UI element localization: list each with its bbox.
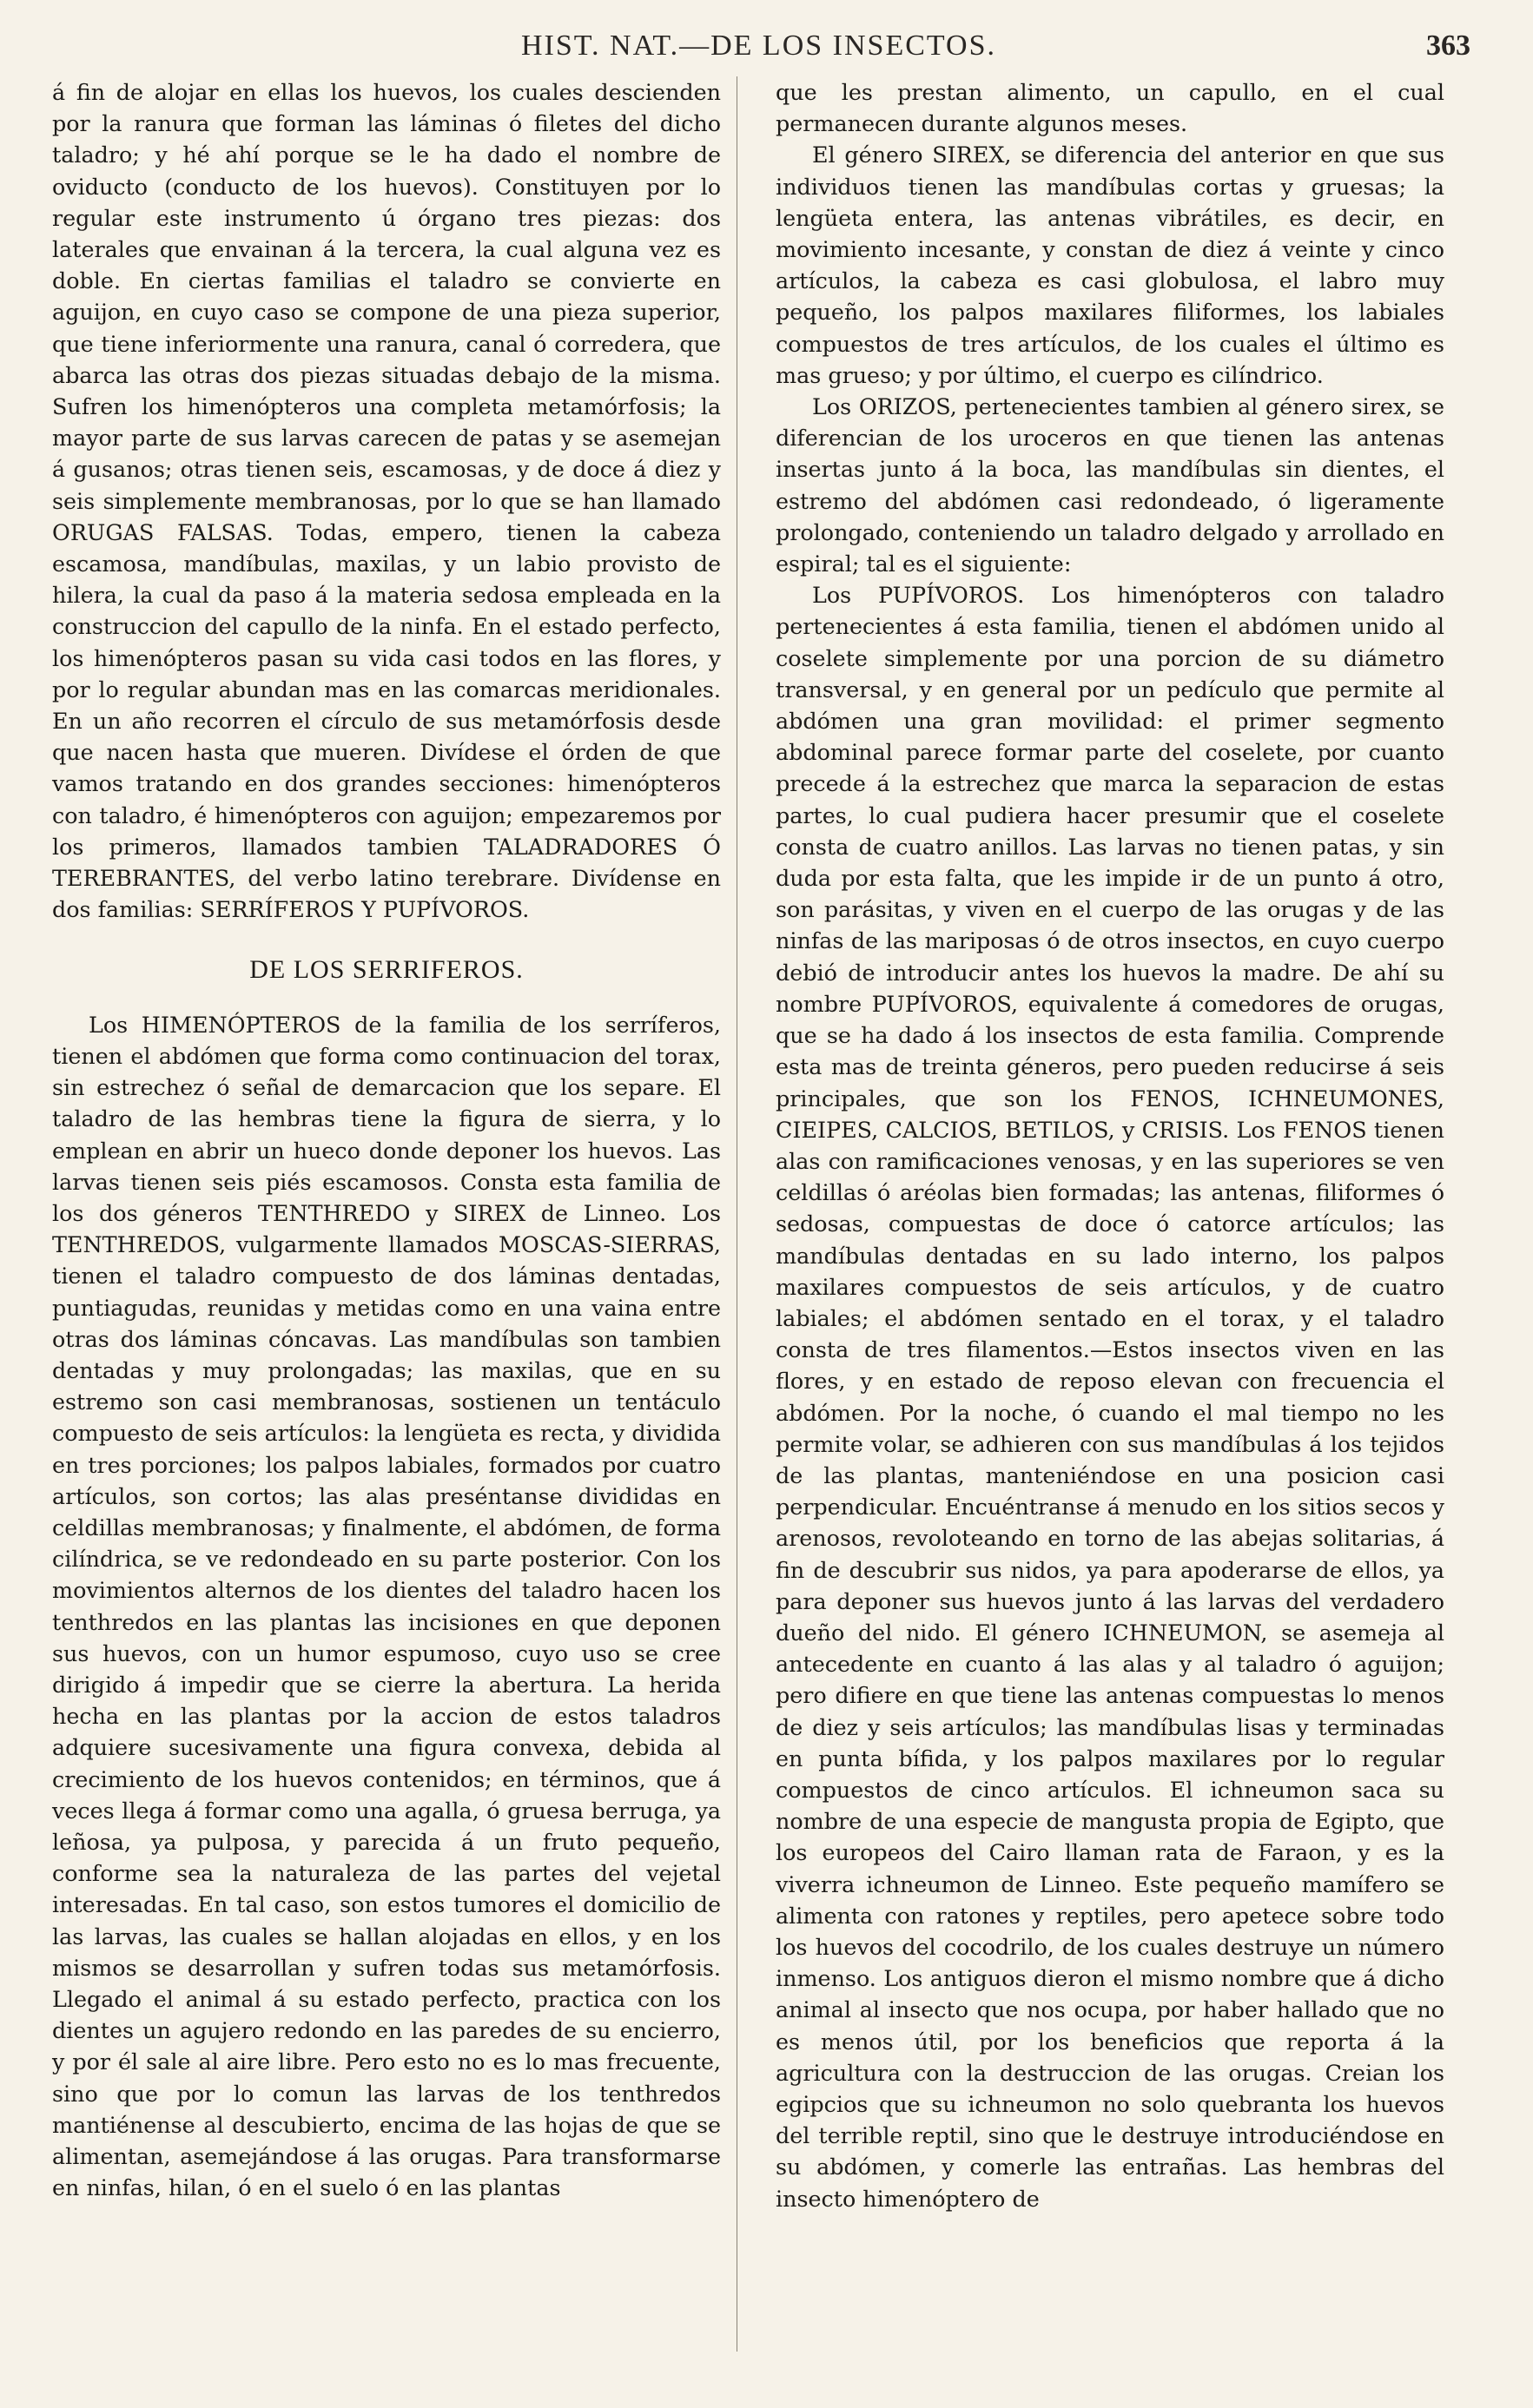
running-title: HIST. NAT.—DE LOS INSECTOS. — [521, 30, 997, 62]
running-head — [0, 30, 1533, 73]
right-paragraph-3: Los ORIZOS, pertenecientes tambien al género sirex, se diferencian de los uroceros en que tienen las antenas insertas junto á la boca, las mandíbulas sin dientes, el estremo del abdómen casi redondeado, ó ligeramente prolongado, conteniendo un taladro delgado y arrollado en espiral; tal es el siguiente: — [776, 393, 1444, 577]
left-column — [52, 76, 721, 2203]
right-paragraph-4: Los PUPÍVOROS. Los himenópteros con taladro pertenecientes á esta familia, tienen el abdómen unido al coselete simplemente por una porcion de su diámetro transversal, y en general por un pedículo que permite al abdómen una gran movilidad: el primer segmento abdominal parece formar parte del coselete, por cuanto precede á la estrechez que marca la separacion de estas partes, lo cual pudiera hacer presumir que el coselete consta de cuatro anillos. Las larvas no tienen patas, y sin duda por esta falta, que les impide ir de un punto á otro, son parásitas, y viven en el cuerpo de las orugas y de las ninfas de las mariposas ó de otros insectos, en cuyo cuerpo debió de introducir antes los huevos la madre. De ahí su nombre PUPÍVOROS, equivalente á comedores de orugas, que se ha dado á los insectos de esta familia. Comprende esta mas de treinta géneros, pero pueden reducirse á seis principales, que son los FENOS, ICHNEUMONES, CIEIPES, CALCIOS, BETILOS, y CRISIS. Los FENOS tienen alas con ramificaciones venosas, y en las superiores se ven celdillas ó aréolas bien formadas; las antenas, filiformes ó sedosas, compuestas de doce ó catorce artículos; las mandíbulas dentadas en su lado interno, los palpos maxilares compuestos de seis artículos, y de cuatro labiales; el abdómen sentado en el torax, y el taladro consta de tres filamentos.—Estos insectos viven en las flores, y en estado de reposo elevan con frecuencia el abdómen. Por la noche, ó cuando el mal tiempo no les permite volar, se adhieren con sus mandíbulas á los tejidos de las plantas, manteniéndose en una posicion casi perpendicular. Encuéntranse á menudo en los sitios secos y arenosos, revoloteando en torno de las abejas solitarias, á fin de descubrir sus nidos, ya para apoderarse de ellos, ya para deponer sus huevos junto á las larvas del verdadero dueño del nido. El género ICHNEUMON, se asemeja al antecedente en cuanto á las alas y al taladro ó aguijon; pero difiere en que tiene las antenas compuestas lo menos de diez y seis artículos; las mandíbulas lisas y terminadas en punta bífida, y los palpos maxilares por lo regular compuestos de cinco artículos. El ichneumon saca su nombre de una especie de mangusta propia de Egipto, que los europeos del Cairo llaman rata de Faraon, y es la viverra ichneumon de Linneo. Este pequeño mamífero se alimenta con ratones y reptiles, pero apetece sobre todo los huevos del cocodrilo, de los cuales destruye un número inmenso. Los antiguos dieron el mismo nombre que á dicho animal al insecto que nos ocupa, por haber hallado que no es menos útil, por los beneficios que reporta á la agricultura con la destruccion de las orugas. Creian los egipcios que su ichneumon no solo quebranta los huevos del terrible reptil, sino que le destruye introduciéndose en su abdómen, y comerle las entrañas. Las hembras del insecto himenóptero de — [776, 582, 1444, 2212]
right-paragraph-2: El género SIREX, se diferencia del anterior en que sus individuos tienen las mandíbulas cortas y gruesas; la lengüeta entera, las antenas vibrátiles, es decir, en movimiento incesante, y constan de diez á veinte y cinco artículos, la cabeza es casi globulosa, el labro muy pequeño, los palpos maxilares filiformes, los labiales compuestos de tres artículos, de los cuales el último es mas grueso; y por último, el cuerpo es cilíndrico. — [776, 142, 1444, 388]
right-paragraph-1: que les prestan alimento, un capullo, en el cual permanecen durante algunos meses. — [776, 79, 1444, 137]
left-paragraph-2: Los HIMENÓPTEROS de la familia de los serríferos, tienen el abdómen que forma como continuacion del torax, sin estrechez ó señal de demarcacion que los separe. El taladro de las hembras tiene la figura de sierra, y lo emplean en abrir un hueco donde deponer los huevos. Las larvas tienen seis piés escamosos. Consta esta familia de los dos géneros TENTHREDO y SIREX de Linneo. Los TENTHREDOS, vulgarmente llamados MOSCAS-SIERRAS, tienen el taladro compuesto de dos láminas dentadas, puntiagudas, reunidas y metidas como en una vaina entre otras dos láminas cóncavas. Las mandíbulas son tambien dentadas y muy prolongadas; las maxilas, que en su estremo son casi membranosas, sostienen un tentáculo compuesto de seis artículos: la lengüeta es recta, y dividida en tres porciones; los palpos labiales, formados por cuatro artículos, son cortos; las alas preséntanse divididas en celdillas membranosas; y finalmente, el abdómen, de forma cilíndrica, se ve redondeado en su parte posterior. Con los movimientos alternos de los dientes del taladro hacen los tenthredos en las plantas las incisiones en que deponen sus huevos, con un humor espumoso, cuyo uso se cree dirigido á impedir que se cierre la abertura. La herida hecha en las plantas por la accion de estos taladros adquiere sucesivamente una figura convexa, debida al crecimiento de los huevos contenidos; en términos, que á veces llega á formar como una agalla, ó gruesa berruga, ya leñosa, ya pulposa, y parecida á un fruto pequeño, conforme sea la naturaleza de las partes del vejetal interesadas. En tal caso, son estos tumores el domicilio de las larvas, las cuales se hallan alojadas en ellos, y en los mismos se desarrollan y sufren todas sus metamórfosis. Llegado el animal á su estado perfecto, practica con los dientes un agujero redondo en las paredes de su encierro, y por él sale al aire libre. Pero esto no es lo mas frecuente, sino que por lo comun las larvas de los tenthredos mantiénense al descubierto, encima de las hojas de que se alimentan, asemejándose á las orugas. Para transformarse en ninfas, hilan, ó en el suelo ó en las plantas — [52, 1011, 721, 2201]
section-heading: DE LOS SERRIFEROS. — [249, 955, 524, 985]
left-paragraph-1: á fin de alojar en ellas los huevos, los cuales descienden por la ranura que forman las láminas ó filetes del dicho taladro; y hé ahí porque se le ha dado el nombre de oviducto (conducto de los huevos). Constituyen por lo regular este instrumento ú órgano tres piezas: dos laterales que envainan á la tercera, la cual alguna vez es doble. En ciertas familias el taladro se convierte en aguijon, en cuyo caso se compone de una pieza superior, que tiene inferiormente una ranura, canal ó corredera, que abarca las otras dos piezas situadas debajo de la misma. Sufren los himenópteros una completa metamórfosis; la mayor parte de sus larvas carecen de patas y se asemejan á gusanos; otras tienen seis, escamosas, y de doce á diez y seis simplemente membranosas, por lo que se han llamado ORUGAS FALSAS. Todas, empero, tienen la cabeza escamosa, mandíbulas, maxilas, y un labio provisto de hilera, la cual da paso á la materia sedosa empleada en la construccion del capullo de la ninfa. En el estado perfecto, los himenópteros pasan su vida casi todos en las flores, y por lo regular abundan mas en las comarcas meridionales. En un año recorren el círculo de sus metamórfosis desde que nacen hasta que mueren. Divídese el órden de que vamos tratando en dos grandes secciones: himenópteros con taladro, é himenópteros con aguijon; empezaremos por los primeros, llamados tambien TALADRADORES Ó TEREBRANTES, del verbo latino terebrare. Divídense en dos familias: SERRÍFEROS Y PUPÍVOROS. — [52, 79, 721, 923]
right-column — [776, 76, 1444, 2214]
page-number: 363 — [1426, 30, 1470, 62]
